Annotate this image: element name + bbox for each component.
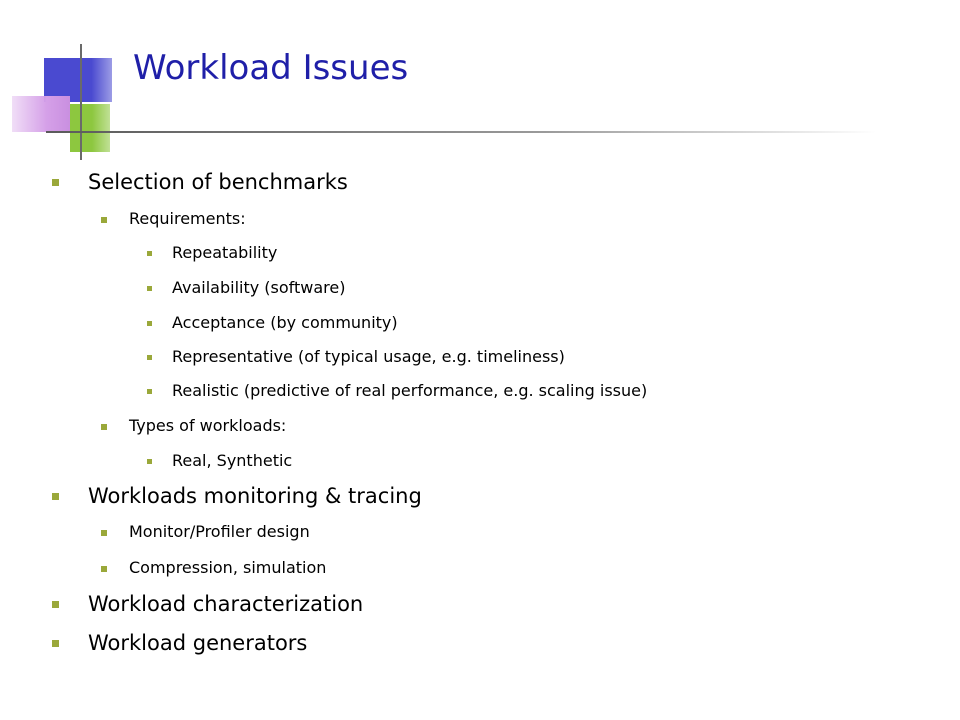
bullet-text: Realistic (predictive of real performance, e.g. scaling issue) xyxy=(172,381,648,400)
bullet-marker-icon xyxy=(52,601,59,608)
bullet-text: Repeatability xyxy=(172,243,278,262)
decorative-vertical-line xyxy=(80,44,82,160)
bullet-text: Acceptance (by community) xyxy=(172,313,398,332)
bullet-item xyxy=(172,380,647,402)
bullet-marker-icon xyxy=(52,179,59,186)
bullet-item xyxy=(88,590,363,618)
bullet-marker-icon xyxy=(147,355,152,360)
bullet-marker-icon xyxy=(101,424,107,430)
bullet-text: Workloads monitoring & tracing xyxy=(88,484,422,508)
bullet-marker-icon xyxy=(147,389,152,394)
title-underline xyxy=(46,131,876,133)
decorative-green-square xyxy=(70,104,110,152)
bullet-item xyxy=(129,415,286,437)
bullet-marker-icon xyxy=(147,321,152,326)
bullet-item xyxy=(172,450,292,472)
bullet-text: Monitor/Profiler design xyxy=(129,522,310,541)
bullet-marker-icon xyxy=(101,530,107,536)
bullet-item xyxy=(129,521,310,543)
bullet-item xyxy=(88,629,307,657)
bullet-text: Compression, simulation xyxy=(129,558,327,577)
bullet-item xyxy=(172,277,346,299)
bullet-marker-icon xyxy=(52,640,59,647)
bullet-item xyxy=(172,312,398,334)
bullet-text: Availability (software) xyxy=(172,278,346,297)
bullet-item xyxy=(129,208,246,230)
decorative-pink-square xyxy=(12,96,70,132)
bullet-item xyxy=(172,242,277,264)
bullet-marker-icon xyxy=(147,459,152,464)
bullet-item xyxy=(88,168,348,196)
bullet-text: Requirements: xyxy=(129,209,246,228)
bullet-marker-icon xyxy=(101,566,107,572)
bullet-text: Representative (of typical usage, e.g. timeliness) xyxy=(172,347,565,366)
bullet-text: Workload generators xyxy=(88,631,308,655)
bullet-item xyxy=(172,346,565,368)
bullet-marker-icon xyxy=(147,251,152,256)
bullet-text: Real, Synthetic xyxy=(172,451,293,470)
bullet-marker-icon xyxy=(101,217,107,223)
bullet-text: Workload characterization xyxy=(88,592,364,616)
slide-title: Workload Issues xyxy=(133,48,409,88)
bullet-item xyxy=(88,482,422,510)
bullet-marker-icon xyxy=(52,493,59,500)
bullet-text: Types of workloads: xyxy=(129,416,287,435)
bullet-marker-icon xyxy=(147,286,152,291)
bullet-text: Selection of benchmarks xyxy=(88,170,348,194)
bullet-item xyxy=(129,557,326,579)
